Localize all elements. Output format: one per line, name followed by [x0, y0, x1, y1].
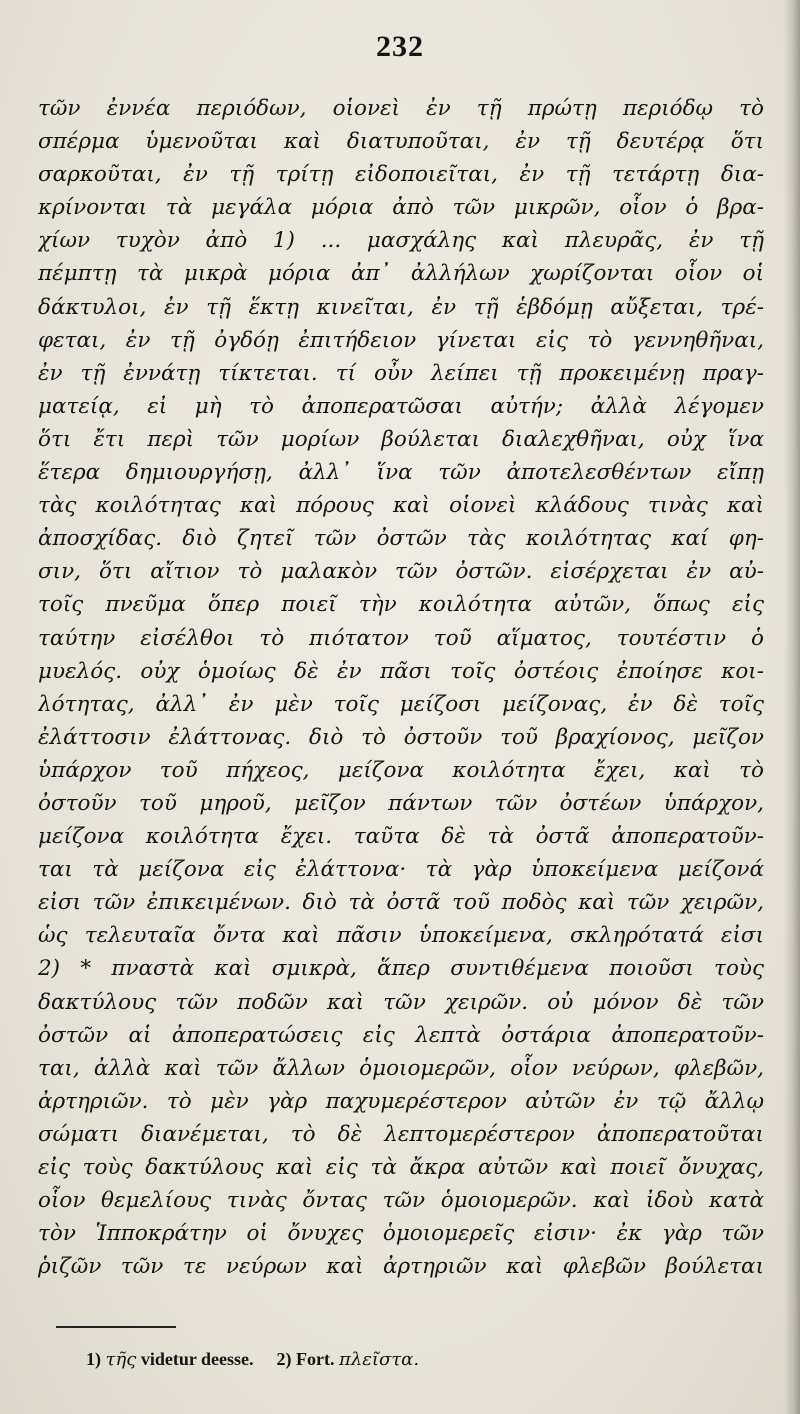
text-line: ἀποσχίδας. διὸ ζητεῖ τῶν ὀστῶν τὰς κοιλότητας καί φη- — [38, 526, 764, 552]
text-line: εἰς τοὺς δακτύλους καὶ εἰς τὰ ἄκρα αὐτῶν καὶ ποιεῖ ὄνυχας, — [38, 1155, 764, 1180]
text-line: χίων τυχὸν ἀπὸ 1) ... μασχάλης καὶ πλευρᾶς, ἐν τῇ — [38, 228, 764, 254]
text-line: ἐν τῇ ἐννάτῃ τίκτεται. τί οὖν λείπει τῇ προκειμένῃ πραγ- — [38, 360, 764, 386]
text-line: δακτύλους τῶν ποδῶν καὶ τῶν χειρῶν. οὐ μόνον δὲ τῶν — [38, 989, 764, 1015]
footnotes — [86, 1349, 419, 1370]
footnote-2-text: Fort. — [296, 1349, 335, 1369]
text-line: ὅτι ἔτι περὶ τῶν μορίων βούλεται διαλεχθῆναι, οὐχ ἵνα — [38, 426, 764, 452]
text-line: τοῖς πνεῦμα ὅπερ ποιεῖ τὴν κοιλότητα αὐτῶν, ὅπως εἰς — [38, 592, 764, 618]
text-line: ἕτερα δημιουργήσῃ, ἀλλ᾽ ἵνα τῶν ἀποτελεσθέντων εἴπῃ — [38, 460, 764, 486]
text-line: ται τὰ μείζονα εἰς ἐλάττονα· τὰ γὰρ ὑποκείμενα μείζονά — [38, 857, 764, 883]
page-edge-shadow — [784, 0, 800, 1414]
text-line: ματείᾳ, εἰ μὴ τὸ ἀποπερατῶσαι αὐτήν; ἀλλὰ λέγομεν — [38, 393, 764, 419]
text-line: λότητας, ἀλλ᾽ ἐν μὲν τοῖς μείζοσι μείζονας, ἐν δὲ τοῖς — [38, 691, 764, 717]
text-line: μυελός. οὐχ ὁμοίως δὲ ἐν πᾶσι τοῖς ὀστέοις ἐποίησε κοι- — [38, 658, 764, 684]
footnote-1-text: videtur deesse. — [140, 1349, 254, 1369]
text-line: τῶν ἐννέα περιόδων, οἱονεὶ ἐν τῇ πρώτῃ περιόδῳ τὸ — [38, 96, 764, 121]
footnote-2-greek: πλεῖστα. — [338, 1349, 420, 1370]
footnote-divider — [56, 1326, 176, 1328]
body-text — [38, 92, 764, 1283]
text-line: ὀστοῦν τοῦ μηροῦ, μεῖζον πάντων τῶν ὀστέων ὑπάρχον, — [38, 790, 764, 816]
text-line: ἀρτηριῶν. τὸ μὲν γὰρ παχυμερέστερον αὐτῶν ἐν τῷ ἄλλῳ — [38, 1088, 764, 1114]
text-line: σώματι διανέμεται, τὸ δὲ λεπτομερέστερον ἀποπερατοῦται — [38, 1121, 764, 1147]
text-line: ὀστῶν αἱ ἀποπερατώσεις εἰς λεπτὰ ὀστάρια ἀποπερατοῦν- — [38, 1022, 764, 1048]
text-line: σιν, ὅτι αἴτιον τὸ μαλακὸν τῶν ὀστῶν. εἰσέρχεται ἐν αὐ- — [38, 559, 764, 585]
text-line: ταύτην εἰσέλθοι τὸ πιότατον τοῦ αἵματος, τουτέστιν ὁ — [38, 625, 764, 651]
text-line: κρίνονται τὰ μεγάλα μόρια ἀπὸ τῶν μικρῶν, οἷον ὁ βρα- — [38, 195, 764, 221]
text-line: ται, ἀλλὰ καὶ τῶν ἄλλων ὁμοιομερῶν, οἷον νεύρων, φλεβῶν, — [38, 1055, 764, 1081]
page-number: 232 — [376, 30, 424, 63]
text-line: ἐλάττοσιν ἐλάττονας. διὸ τὸ ὀστοῦν τοῦ βραχίονος, μεῖζον — [38, 724, 764, 750]
text-line: πέμπτῃ τὰ μικρὰ μόρια ἀπ᾽ ἀλλήλων χωρίζονται οἷον οἱ — [38, 261, 764, 287]
text-line: ὑπάρχον τοῦ πήχεος, μείζονα κοιλότητα ἔχει, καὶ τὸ — [38, 757, 764, 783]
text-line: εἰσι τῶν ἐπικειμένων. διὸ τὰ ὀστᾶ τοῦ ποδὸς καὶ τῶν χειρῶν, — [38, 890, 764, 916]
text-line: 2) * πναστὰ καὶ σμικρὰ, ἅπερ συντιθέμενα ποιοῦσι τοὺς — [38, 956, 764, 982]
text-line: σπέρμα ὑμενοῦται καὶ διατυποῦται, ἐν τῇ δευτέρᾳ ὅτι — [38, 129, 764, 155]
text-line: τὸν Ἱπποκράτην οἱ ὄνυχες ὁμοιομερεῖς εἰσιν· ἐκ γὰρ τῶν — [38, 1221, 764, 1247]
text-line: ῥιζῶν τῶν τε νεύρων καὶ ἀρτηριῶν καὶ φλεβῶν βούλεται — [38, 1254, 764, 1280]
text-line: φεται, ἐν τῇ ὀγδόῃ ἐπιτήδειον γίνεται εἰς τὸ γεννηθῆναι, — [38, 327, 764, 353]
text-line: οἷον θεμελίους τινὰς ὄντας τῶν ὁμοιομερῶν. καὶ ἰδοὺ κατὰ — [38, 1188, 764, 1214]
footnote-1-marker: 1) — [86, 1349, 101, 1369]
text-line: τὰς κοιλότητας καὶ πόρους καὶ οἱονεὶ κλάδους τινὰς καὶ — [38, 493, 764, 519]
footnote-1-greek: τῆς — [105, 1349, 137, 1370]
text-line: μείζονα κοιλότητα ἔχει. ταῦτα δὲ τὰ ὀστᾶ ἀποπερατοῦν- — [38, 824, 764, 850]
text-line: σαρκοῦται, ἐν τῇ τρίτῃ εἰδοποιεῖται, ἐν τῇ τετάρτῃ δια- — [38, 162, 764, 188]
footnote-2-marker: 2) — [276, 1349, 292, 1369]
text-line: ὡς τελευταῖα ὄντα καὶ πᾶσιν ὑποκείμενα, σκληρότατά εἰσι — [38, 923, 764, 949]
text-line: δάκτυλοι, ἐν τῇ ἕκτῃ κινεῖται, ἐν τῇ ἑβδόμῃ αὔξεται, τρέ- — [38, 294, 764, 320]
